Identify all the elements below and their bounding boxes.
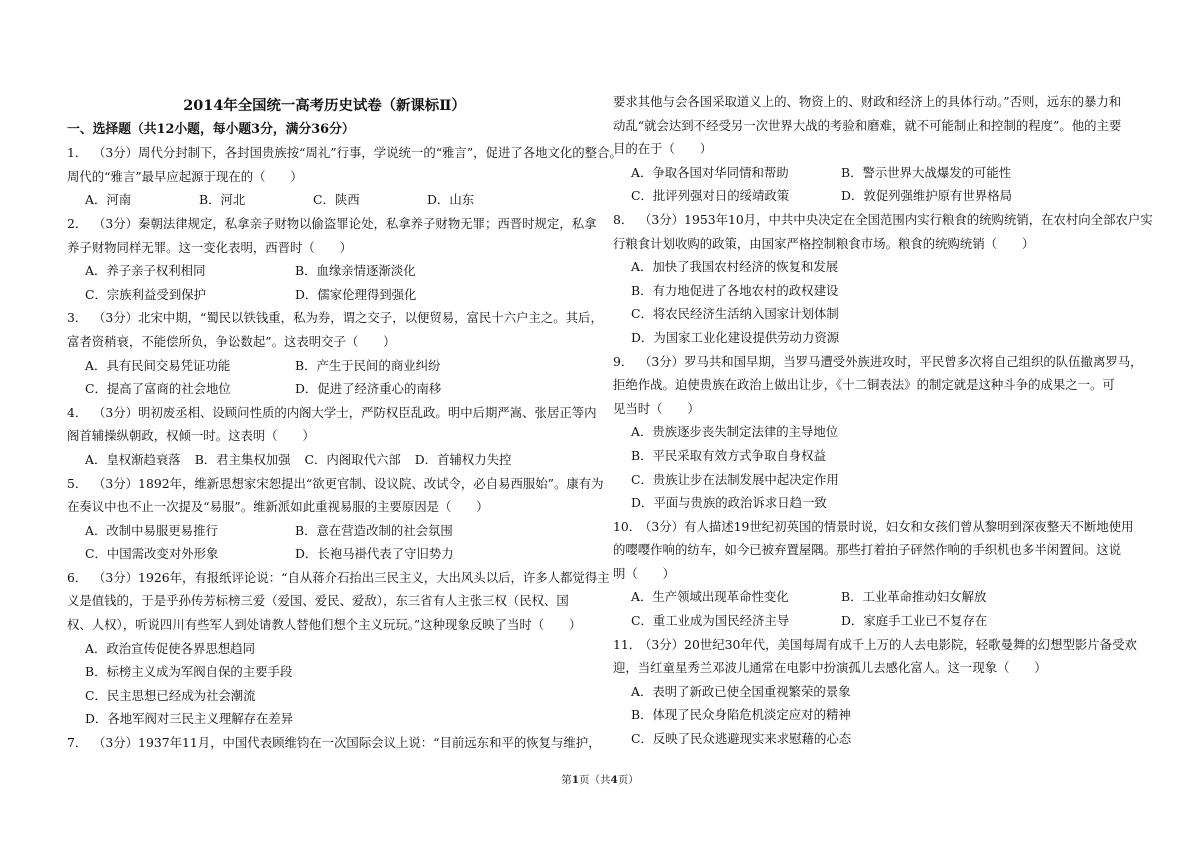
question-number: 6．	[67, 569, 88, 585]
option: A．表明了新政已使全国重视繁荣的景象	[631, 683, 851, 699]
question-5-stem: 5． （3分）1892年，维新思想家宋恕提出“欲更官制、设议院、改试令，必自易西服始”。康有为	[67, 472, 582, 496]
option: D．促进了经济重心的南移	[295, 381, 442, 397]
option: B．君主集权加强	[194, 451, 291, 467]
page-title: 2014年全国统一高考历史试卷（新课标Ⅱ）	[183, 97, 466, 114]
right-column	[613, 0, 1153, 751]
question-number: 3．	[67, 310, 88, 326]
option: C．民主思想已经成为社会潮流	[85, 687, 256, 703]
question-7-options	[613, 184, 1128, 208]
question-9-stem: 9． （3分）罗马共和国早期，当罗马遭受外族进攻时，平民曾多次将自己组织的队伍撤离罗马，	[613, 350, 1128, 374]
question-8-stem-cont: 行粮食计划收购的政策，由国家严格控制粮食市场。粮食的统购统销（ ）	[613, 235, 1035, 251]
question-7-stem-cont: 要求其他与会各国采取道义上的、物资上的、财政和经济上的具体行动。”否则，远东的暴力和	[613, 94, 1122, 109]
option: D．儒家伦理得到强化	[295, 286, 417, 302]
page-footer: 第1页（共4页）	[561, 774, 639, 786]
option: C．批评列强对日的绥靖政策	[631, 188, 790, 204]
question-number: 9．	[613, 353, 634, 369]
question-number: 4．	[67, 404, 88, 420]
option: A．争取各国对华同情和帮助	[631, 164, 789, 180]
option: C．宗族利益受到保护	[85, 286, 206, 302]
question-5-options	[67, 542, 582, 566]
question-number: 2．	[67, 215, 88, 231]
question-2-stem-cont: 养子财物同样无罪。这一变化表明，西晋时（ ）	[67, 239, 352, 255]
option: C．贵族让步在法制发展中起决定作用	[631, 471, 839, 487]
option: C．重工业成为国民经济主导	[631, 613, 790, 629]
option: D．平面与贵族的政治诉求日趋一致	[631, 495, 827, 511]
option: B．产生于民间的商业纠纷	[295, 357, 441, 373]
option: D．长袍马褂代表了守旧势力	[295, 546, 454, 562]
question-3-options	[67, 377, 582, 401]
question-3-stem: 3． （3分）北宋中期，“蜀民以铁钱重，私为券，谓之交子，以便贸易，富民十六户主之。其后，	[67, 306, 582, 330]
option: A．具有民间交易凭证功能	[85, 357, 231, 373]
question-6-stem: 6． （3分）1926年，有报纸评论说：“自从蒋介石抬出三民主义，大出风头以后，许多人都觉得主	[67, 566, 582, 590]
question-number: 11．	[613, 636, 642, 652]
option: B．有力地促进了各地农村的政权建设	[631, 282, 839, 298]
option: B．意在营造改制的社会氛围	[295, 522, 453, 538]
question-6-stem-cont: 权、人权），听说四川有些军人到处请教人替他们想个主义玩玩。”这种现象反映了当时（ ）	[67, 617, 582, 633]
question-8-stem: 8． （3分）1953年10月，中共中央决定在全国范围内实行粮食的统购统销，在农村向全部农户实	[613, 208, 1128, 232]
question-9-stem-cont: 拒绝作战。迫使贵族在政治上做出让步，《十二铜表法》的制定就是这种斗争的成果之一。可	[613, 377, 1115, 393]
option: A．河南	[85, 192, 132, 208]
option: B．体现了民众身陷危机淡定应对的精神	[631, 707, 851, 723]
option: D．山东	[427, 192, 475, 208]
question-2-options	[67, 283, 582, 307]
option: A．加快了我国农村经济的恢复和发展	[631, 259, 839, 275]
option: D．敦促列强维护原有世界格局	[841, 188, 1013, 204]
question-4-stem: 4． （3分）明初废丞相、设顾问性质的内阁大学士，严防权臣乱政。明中后期严嵩、张居正等内	[67, 401, 582, 425]
option: A．改制中易服更易推行	[85, 522, 218, 538]
option: C．反映了民众逃避现实来求慰藉的心态	[631, 731, 852, 747]
option: B．工业革命推动妇女解放	[841, 589, 987, 605]
question-11-stem-cont: 迎，当红童星秀兰邓波儿通常在电影中扮演孤儿去感化富人。这一现象（ ）	[613, 660, 1047, 676]
option: C．中国需改变对外形象	[85, 546, 219, 562]
question-number: 10．	[613, 518, 642, 534]
option: D．首辅权力失控	[414, 451, 512, 467]
question-3-options	[67, 354, 582, 378]
option: C．提高了富商的社会地位	[85, 381, 231, 397]
question-number: 8．	[613, 211, 634, 227]
option: D．各地军阀对三民主义理解存在差异	[85, 711, 294, 727]
option: B．警示世界大战爆发的可能性	[841, 164, 1012, 180]
option: B．平民采取有效方式争取自身权益	[631, 447, 826, 463]
question-10-options	[613, 609, 1128, 633]
left-column	[67, 0, 622, 755]
question-4-stem-cont: 阁首辅操纵朝政，权倾一时。这表明（ ）	[67, 428, 315, 444]
option: C．将农民经济生活纳入国家计划体制	[631, 306, 839, 322]
question-4-options	[67, 448, 582, 472]
option: B．血缘亲情逐渐淡化	[295, 263, 416, 279]
question-3-stem-cont: 富者资稍衰，不能偿所负，争讼数起”。这表明交子（ ）	[67, 333, 396, 349]
option: D．为国家工业化建设提供劳动力资源	[631, 329, 840, 345]
question-7-stem: 7． （3分）1937年11月，中国代表顾维钧在一次国际会议上说：“目前远东和平的恢复与维护，	[67, 731, 582, 755]
question-1-stem-cont: 周代的“雅言”最早应起源于现在的（ ）	[67, 168, 303, 184]
question-10-stem-cont: 明（ ）	[613, 565, 675, 581]
question-10-options	[613, 585, 1128, 609]
question-1-stem: 1． （3分）周代分封制下，各封国贵族按“周礼”行事，学说统一的“雅言”，促进了各地文化的整合。	[67, 141, 582, 165]
question-7-stem-cont: 动乱“就会达到不经受另一次世界大战的考验和磨难，就不可能制止和控制的程度”。他的主要	[613, 117, 1122, 133]
question-10-stem: 10． （3分）有人描述19世纪初英国的情景时说，妇女和女孩们曾从黎明到深夜整天不断地使用	[613, 515, 1128, 539]
question-7-options	[613, 161, 1128, 185]
question-number: 1．	[67, 145, 88, 161]
option: B．河北	[199, 192, 246, 208]
question-number: 5．	[67, 475, 88, 491]
option: D．家庭手工业已不复存在	[841, 613, 988, 629]
option: A．政治宣传促使各界思想趋同	[85, 640, 256, 656]
question-5-stem-cont: 在奏议中也不止一次提及“易服”。维新派如此重视易服的主要原因是（ ）	[67, 499, 489, 515]
question-10-stem-cont: 的嘤嘤作响的纺车，如今已被弃置屋隅。那些打着拍子砰然作响的手织机也多半闲置间。这说	[613, 542, 1122, 558]
question-number: 7．	[67, 735, 88, 751]
question-7-stem-cont: 目的在于（ ）	[613, 141, 713, 157]
option: A．生产领域出现革命性变化	[631, 589, 789, 605]
page-number: 1	[571, 774, 579, 786]
option: A．养子亲子权利相同	[85, 263, 206, 279]
page-total: 4	[610, 774, 618, 786]
question-1-options	[67, 188, 582, 212]
question-6-stem-cont: 义是值钱的，于是乎孙传芳标榜三爱（爱国、爱民、爱敌），东三省有人主张三权（民权、国	[67, 593, 569, 609]
question-5-options	[67, 519, 582, 543]
option: C．内阁取代六部	[304, 451, 401, 467]
option: A．贵族逐步丧失制定法律的主导地位	[631, 424, 839, 440]
option: C．陕西	[313, 192, 360, 208]
section-heading: 一、选择题（共12小题，每小题3分，满分36分）	[67, 121, 355, 137]
question-2-stem: 2． （3分）秦朝法律规定，私拿亲子财物以偷盗罪论处，私拿养子财物无罪；西晋时规定，私拿	[67, 212, 582, 236]
question-2-options	[67, 259, 582, 283]
option: B．标榜主义成为军阀自保的主要手段	[85, 664, 293, 680]
option: A．皇权渐趋衰落	[85, 451, 181, 467]
question-9-stem-cont: 见当时（ ）	[613, 400, 700, 416]
question-11-stem: 11． （3分）20世纪30年代，美国每周有成千上万的人去电影院，轻歌曼舞的幻想型影片备受欢	[613, 633, 1128, 657]
